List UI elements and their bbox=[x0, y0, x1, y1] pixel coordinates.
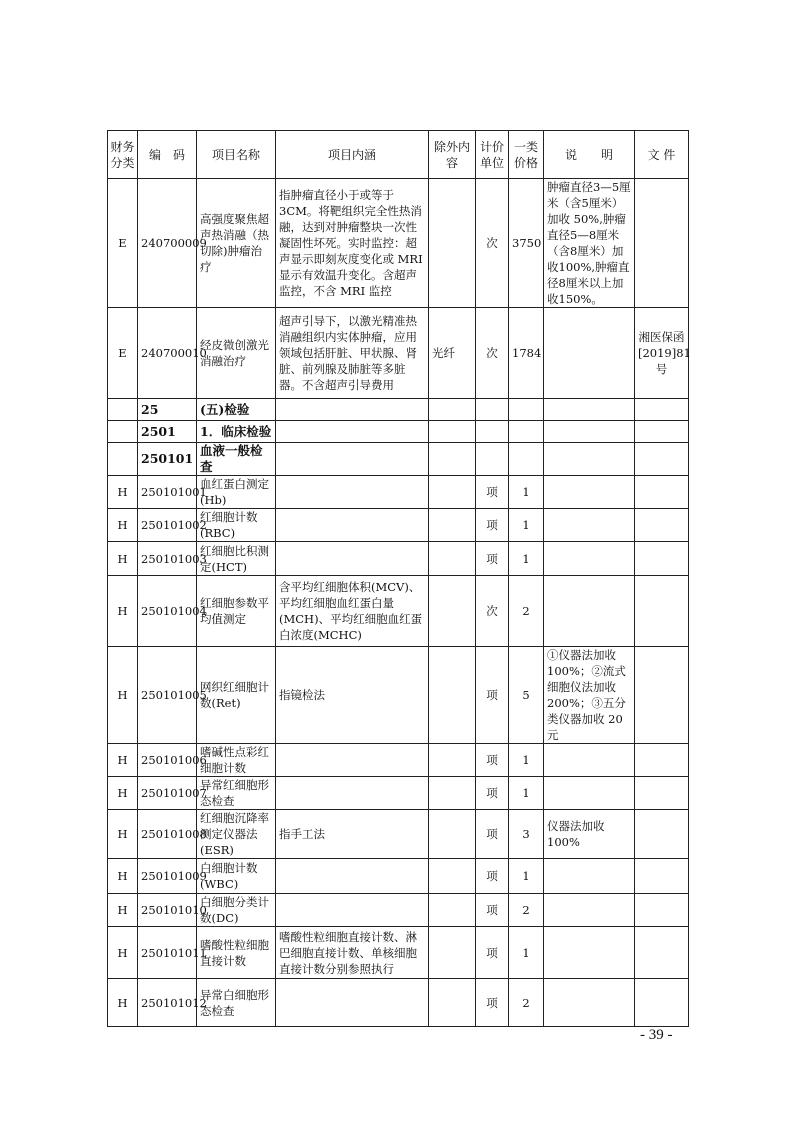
cell-note bbox=[544, 894, 635, 927]
cell-document bbox=[635, 647, 689, 744]
cell-code: 250101005 bbox=[138, 647, 197, 744]
cell-item-content: 指镜检法 bbox=[276, 647, 429, 744]
cell-exclusions bbox=[429, 810, 476, 859]
cell-code: 240700009 bbox=[138, 179, 197, 308]
cell-category: H bbox=[108, 859, 138, 894]
table-row bbox=[108, 744, 689, 777]
price-table bbox=[107, 130, 689, 1027]
cell-document bbox=[635, 421, 689, 443]
cell-note bbox=[544, 979, 635, 1027]
cell-exclusions bbox=[429, 542, 476, 576]
cell-note bbox=[544, 509, 635, 542]
cell-category bbox=[108, 399, 138, 421]
cell-code: 250101010 bbox=[138, 894, 197, 927]
table-row bbox=[108, 399, 689, 421]
cell-exclusions bbox=[429, 744, 476, 777]
column-header: 项目内涵 bbox=[276, 131, 429, 179]
cell-exclusions bbox=[429, 399, 476, 421]
cell-document bbox=[635, 894, 689, 927]
cell-exclusions bbox=[429, 421, 476, 443]
cell-category bbox=[108, 443, 138, 476]
cell-price bbox=[509, 421, 544, 443]
cell-category: H bbox=[108, 647, 138, 744]
cell-unit: 项 bbox=[476, 979, 509, 1027]
cell-document bbox=[635, 810, 689, 859]
cell-item-name: 血液一般检查 bbox=[197, 443, 276, 476]
cell-document bbox=[635, 859, 689, 894]
cell-note bbox=[544, 927, 635, 979]
cell-unit: 项 bbox=[476, 859, 509, 894]
cell-unit: 次 bbox=[476, 179, 509, 308]
cell-code: 250101011 bbox=[138, 927, 197, 979]
cell-item-name: (五)检验 bbox=[197, 399, 276, 421]
cell-item-content bbox=[276, 894, 429, 927]
cell-code: 250101008 bbox=[138, 810, 197, 859]
cell-price: 1 bbox=[509, 744, 544, 777]
cell-item-content bbox=[276, 443, 429, 476]
cell-note bbox=[544, 476, 635, 509]
cell-exclusions bbox=[429, 443, 476, 476]
cell-note bbox=[544, 777, 635, 810]
cell-item-content: 指肿瘤直径小于或等于3CM。将靶组织完全性热消融，达到对肿瘤整块一次性凝固性坏死。实时监控：超声显示即刻灰度变化或 MRI 显示有效温升变化。含超声监控，不含 MRI 监控 bbox=[276, 179, 429, 308]
column-header: 财务分类 bbox=[108, 131, 138, 179]
cell-code: 250101 bbox=[138, 443, 197, 476]
cell-note bbox=[544, 308, 635, 399]
cell-item-content: 指手工法 bbox=[276, 810, 429, 859]
cell-item-content bbox=[276, 399, 429, 421]
cell-price: 2 bbox=[509, 576, 544, 647]
cell-item-name: 高强度聚焦超声热消融（热切除)肿瘤治疗 bbox=[197, 179, 276, 308]
cell-item-content: 嗜酸性粒细胞直接计数、淋巴细胞直接计数、单核细胞直接计数分别参照执行 bbox=[276, 927, 429, 979]
cell-item-content bbox=[276, 476, 429, 509]
cell-unit bbox=[476, 421, 509, 443]
cell-code: 250101003 bbox=[138, 542, 197, 576]
cell-price: 1784 bbox=[509, 308, 544, 399]
cell-unit: 项 bbox=[476, 744, 509, 777]
cell-unit: 项 bbox=[476, 810, 509, 859]
cell-unit: 次 bbox=[476, 576, 509, 647]
header-row bbox=[108, 131, 689, 179]
cell-price bbox=[509, 399, 544, 421]
cell-exclusions bbox=[429, 647, 476, 744]
cell-note bbox=[544, 443, 635, 476]
cell-price bbox=[509, 443, 544, 476]
cell-item-content bbox=[276, 509, 429, 542]
cell-item-content: 超声引导下，以激光精准热消融组织内实体肿瘤，应用领域包括肝脏、甲状腺、肾脏、前列腺及肺脏等多脏器。不含超声引导费用 bbox=[276, 308, 429, 399]
cell-category: H bbox=[108, 542, 138, 576]
cell-unit: 项 bbox=[476, 777, 509, 810]
cell-code: 250101001 bbox=[138, 476, 197, 509]
column-header: 计价单位 bbox=[476, 131, 509, 179]
cell-item-content bbox=[276, 859, 429, 894]
cell-price: 3750 bbox=[509, 179, 544, 308]
cell-price: 2 bbox=[509, 894, 544, 927]
table-row bbox=[108, 179, 689, 308]
cell-category: E bbox=[108, 308, 138, 399]
cell-price: 2 bbox=[509, 979, 544, 1027]
cell-category: H bbox=[108, 979, 138, 1027]
cell-note bbox=[544, 421, 635, 443]
cell-exclusions bbox=[429, 777, 476, 810]
cell-note: 肿瘤直径3—5厘米（含5厘米）加收 50%,肿瘤直径5—8厘米（含8厘米）加收100%,肿瘤直径8厘米以上加收150%。 bbox=[544, 179, 635, 308]
table-row bbox=[108, 509, 689, 542]
cell-item-content: 含平均红细胞体积(MCV)、平均红细胞血红蛋白量(MCH)、平均红细胞血红蛋白浓度(MCHC) bbox=[276, 576, 429, 647]
cell-exclusions bbox=[429, 179, 476, 308]
cell-exclusions bbox=[429, 894, 476, 927]
cell-item-name: 嗜酸性粒细胞直接计数 bbox=[197, 927, 276, 979]
cell-unit bbox=[476, 443, 509, 476]
cell-item-name: 异常红细胞形态检查 bbox=[197, 777, 276, 810]
cell-document: 湘医保函[2019]81号 bbox=[635, 308, 689, 399]
cell-unit: 项 bbox=[476, 894, 509, 927]
cell-document bbox=[635, 399, 689, 421]
cell-exclusions bbox=[429, 927, 476, 979]
table-row bbox=[108, 927, 689, 979]
cell-price: 1 bbox=[509, 777, 544, 810]
table-row bbox=[108, 443, 689, 476]
cell-code: 250101004 bbox=[138, 576, 197, 647]
cell-item-content bbox=[276, 744, 429, 777]
table-row bbox=[108, 542, 689, 576]
cell-unit: 项 bbox=[476, 542, 509, 576]
cell-code: 240700010 bbox=[138, 308, 197, 399]
cell-price: 1 bbox=[509, 476, 544, 509]
cell-price: 3 bbox=[509, 810, 544, 859]
table-row bbox=[108, 894, 689, 927]
cell-note bbox=[544, 744, 635, 777]
cell-unit: 项 bbox=[476, 476, 509, 509]
page-number: - 39 - bbox=[640, 1027, 673, 1043]
cell-unit: 项 bbox=[476, 647, 509, 744]
column-header: 编 码 bbox=[138, 131, 197, 179]
table-row bbox=[108, 859, 689, 894]
cell-code: 2501 bbox=[138, 421, 197, 443]
cell-document bbox=[635, 476, 689, 509]
cell-item-name: 嗜碱性点彩红细胞计数 bbox=[197, 744, 276, 777]
cell-exclusions bbox=[429, 476, 476, 509]
cell-item-name: 红细胞参数平均值测定 bbox=[197, 576, 276, 647]
table-row bbox=[108, 576, 689, 647]
cell-note bbox=[544, 859, 635, 894]
cell-item-name: 血红蛋白测定(Hb) bbox=[197, 476, 276, 509]
cell-item-name: 网织红细胞计数(Ret) bbox=[197, 647, 276, 744]
cell-exclusions bbox=[429, 859, 476, 894]
cell-item-content bbox=[276, 979, 429, 1027]
cell-code: 250101012 bbox=[138, 979, 197, 1027]
cell-item-name: 白细胞计数(WBC) bbox=[197, 859, 276, 894]
table-row bbox=[108, 810, 689, 859]
cell-note: 仪器法加收 100% bbox=[544, 810, 635, 859]
cell-exclusions bbox=[429, 979, 476, 1027]
cell-code: 250101009 bbox=[138, 859, 197, 894]
cell-item-name: 经皮微创激光消融治疗 bbox=[197, 308, 276, 399]
cell-item-content bbox=[276, 777, 429, 810]
cell-document bbox=[635, 777, 689, 810]
cell-unit: 次 bbox=[476, 308, 509, 399]
cell-note bbox=[544, 542, 635, 576]
table-row bbox=[108, 421, 689, 443]
cell-document bbox=[635, 744, 689, 777]
column-header: 一类价格 bbox=[509, 131, 544, 179]
cell-price: 1 bbox=[509, 859, 544, 894]
cell-category: H bbox=[108, 894, 138, 927]
cell-unit bbox=[476, 399, 509, 421]
cell-item-content bbox=[276, 542, 429, 576]
cell-category: H bbox=[108, 744, 138, 777]
cell-document bbox=[635, 443, 689, 476]
cell-note bbox=[544, 576, 635, 647]
cell-exclusions: 光纤 bbox=[429, 308, 476, 399]
cell-price: 1 bbox=[509, 509, 544, 542]
cell-price: 5 bbox=[509, 647, 544, 744]
column-header: 除外内容 bbox=[429, 131, 476, 179]
cell-exclusions bbox=[429, 576, 476, 647]
cell-item-name: 白细胞分类计数(DC) bbox=[197, 894, 276, 927]
cell-item-name: 红细胞计数(RBC) bbox=[197, 509, 276, 542]
cell-item-name: 红细胞比积测定(HCT) bbox=[197, 542, 276, 576]
cell-item-name: 1．临床检验 bbox=[197, 421, 276, 443]
cell-document bbox=[635, 179, 689, 308]
cell-item-name: 红细胞沉降率测定仪器法(ESR) bbox=[197, 810, 276, 859]
cell-document bbox=[635, 542, 689, 576]
column-header: 说 明 bbox=[544, 131, 635, 179]
cell-note: ①仪器法加收100%；②流式细胞仪法加收200%；③五分类仪器加收 20 元 bbox=[544, 647, 635, 744]
cell-category: H bbox=[108, 476, 138, 509]
cell-category: H bbox=[108, 777, 138, 810]
cell-item-name: 异常白细胞形态检查 bbox=[197, 979, 276, 1027]
table-row bbox=[108, 979, 689, 1027]
cell-document bbox=[635, 927, 689, 979]
cell-document bbox=[635, 509, 689, 542]
column-header: 项目名称 bbox=[197, 131, 276, 179]
cell-code: 250101006 bbox=[138, 744, 197, 777]
cell-category: H bbox=[108, 810, 138, 859]
table-row bbox=[108, 308, 689, 399]
cell-code: 25 bbox=[138, 399, 197, 421]
cell-category: H bbox=[108, 927, 138, 979]
cell-unit: 项 bbox=[476, 509, 509, 542]
table-row bbox=[108, 647, 689, 744]
cell-code: 250101007 bbox=[138, 777, 197, 810]
cell-document bbox=[635, 979, 689, 1027]
cell-code: 250101002 bbox=[138, 509, 197, 542]
cell-category: E bbox=[108, 179, 138, 308]
cell-price: 1 bbox=[509, 927, 544, 979]
cell-category: H bbox=[108, 509, 138, 542]
cell-note bbox=[544, 399, 635, 421]
table-row bbox=[108, 777, 689, 810]
table-row bbox=[108, 476, 689, 509]
column-header: 文 件 bbox=[635, 131, 689, 179]
cell-exclusions bbox=[429, 509, 476, 542]
cell-price: 1 bbox=[509, 542, 544, 576]
cell-category bbox=[108, 421, 138, 443]
cell-unit: 项 bbox=[476, 927, 509, 979]
cell-document bbox=[635, 576, 689, 647]
cell-item-content bbox=[276, 421, 429, 443]
cell-category: H bbox=[108, 576, 138, 647]
